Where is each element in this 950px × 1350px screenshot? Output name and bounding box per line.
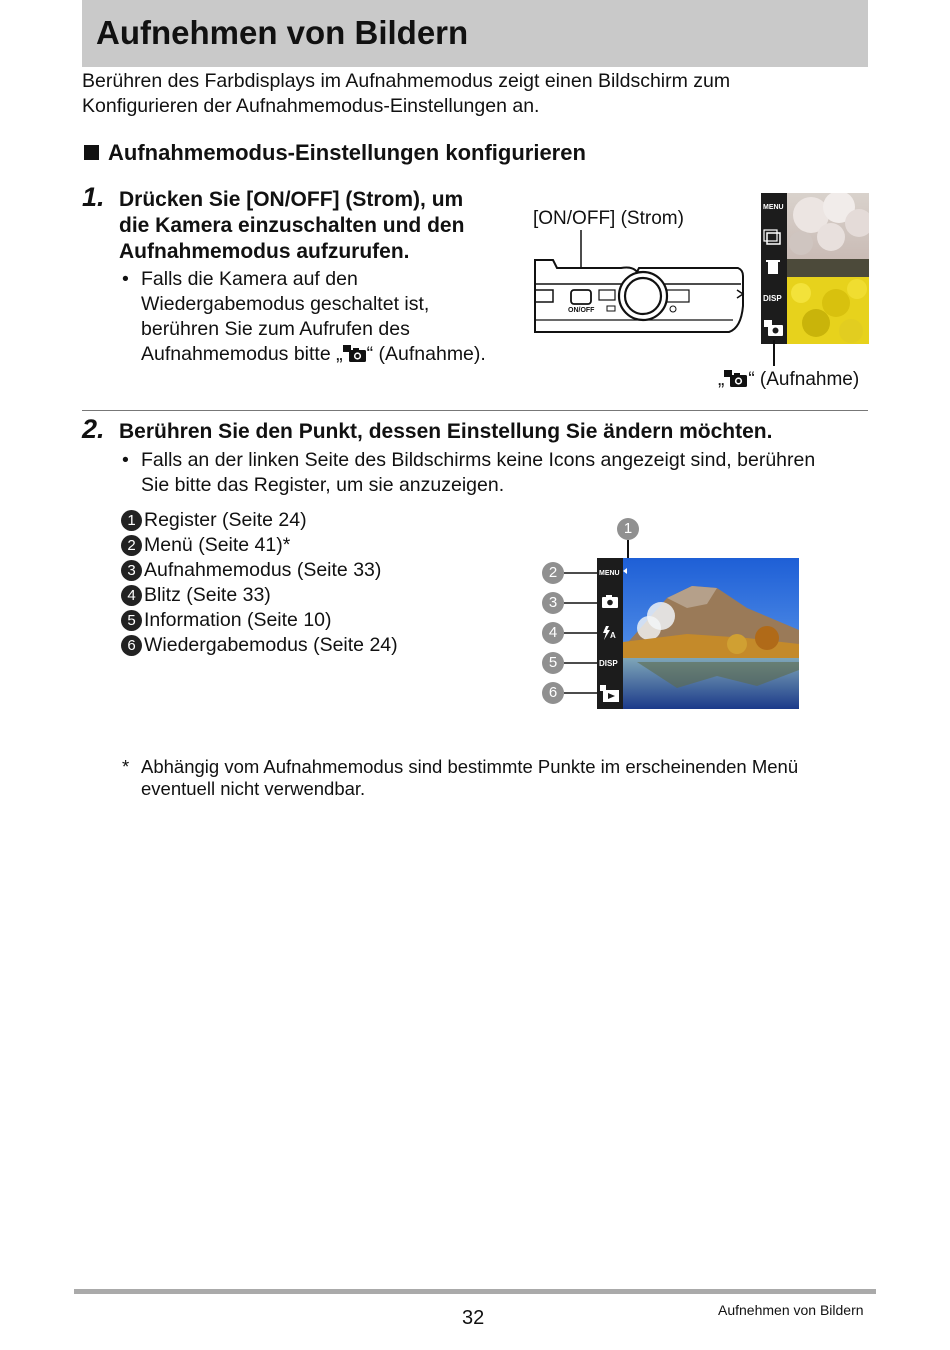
step-2-bullet-line-2: Sie bitte das Register, um sie anzuzeigen. <box>141 474 505 496</box>
number-circle: 1 <box>121 510 142 531</box>
record-camera-icon <box>724 370 748 387</box>
legend-item: 4 Blitz (Seite 33) <box>121 583 501 608</box>
page-number: 32 <box>462 1307 485 1329</box>
legend-item: 6 Wiedergabemodus (Seite 24) <box>121 633 501 658</box>
legend-item: 5 Information (Seite 10) <box>121 608 501 633</box>
number-circle: 4 <box>121 585 142 606</box>
square-bullet-icon <box>84 145 99 160</box>
step-1-number: 1. <box>82 182 105 212</box>
intro-paragraph <box>82 69 862 119</box>
section-heading <box>84 140 586 166</box>
bullet-dot: • <box>122 268 129 290</box>
step-1-line-3: Aufnahmemodus aufzurufen. <box>119 240 410 263</box>
step-1-bullet-line-3: berühren Sie zum Aufrufen des <box>141 318 410 340</box>
callout-6: 6 <box>542 682 564 704</box>
callout-2: 2 <box>542 562 564 584</box>
page-title: Aufnehmen von Bildern <box>96 14 469 51</box>
footer-rule <box>74 1289 876 1294</box>
legend-item: 3 Aufnahmemodus (Seite 33) <box>121 558 501 583</box>
legend-item: 2 Menü (Seite 41)* <box>121 533 501 558</box>
page-title-bar <box>82 0 868 67</box>
intro-line-1: Berühren des Farbdisplays im Aufnahmemodus zeigt einen Bildschirm zum <box>82 70 731 92</box>
record-callout-line <box>773 340 775 366</box>
menu-label: MENU <box>763 204 784 211</box>
disp-label: DISP <box>763 294 782 303</box>
number-circle: 2 <box>121 535 142 556</box>
number-circle: 3 <box>121 560 142 581</box>
callout-5: 5 <box>542 652 564 674</box>
callout-power: [ON/OFF] (Strom) <box>533 208 684 229</box>
step-2-bullet-line-1: Falls an der linken Seite des Bildschirms keine Icons angezeigt sind, berühren <box>141 449 816 471</box>
step-2-bullet <box>122 448 872 498</box>
flower-photo <box>761 193 869 344</box>
callout-lines <box>564 570 600 696</box>
number-circle: 6 <box>121 635 142 656</box>
footnote-line-1: Abhängig vom Aufnahmemodus sind bestimmte Punkte im erscheinenden Menü <box>141 756 799 777</box>
step-1-bullet-line-2: Wiedergabemodus geschaltet ist, <box>141 293 430 315</box>
record-camera-icon <box>343 345 367 362</box>
disp-label: DISP <box>599 659 618 668</box>
legend-list <box>121 508 501 658</box>
number-circle: 5 <box>121 610 142 631</box>
bullet-dot: • <box>122 449 129 471</box>
mountain-photo <box>597 558 799 709</box>
svg-text:A: A <box>610 631 616 640</box>
footnote-line-2: eventuell nicht verwendbar. <box>141 778 366 799</box>
footnote <box>122 756 882 800</box>
step-1-bullet-line-4: Aufnahmemodus bitte „ “ (Aufnahme). <box>141 343 486 365</box>
step-1-bullet-line-1: Falls die Kamera auf den <box>141 268 358 290</box>
step-2-text: Berühren Sie den Punkt, dessen Einstellung Sie ändern möchten. <box>119 420 773 443</box>
step-2-number: 2. <box>82 414 105 444</box>
callout-4: 4 <box>542 622 564 644</box>
callout-1: 1 <box>617 518 639 540</box>
step-1-bullet <box>122 267 532 367</box>
step-1-text <box>119 187 519 265</box>
intro-line-2: Konfigurieren der Aufnahmemodus-Einstellungen an. <box>82 95 540 117</box>
step-1-line-2: die Kamera einzuschalten und den <box>119 214 465 237</box>
callout-record: „ “ (Aufnahme) <box>718 369 860 390</box>
onoff-label: ON/OFF <box>568 307 595 314</box>
step-divider <box>82 410 868 411</box>
asterisk-mark: * <box>122 756 130 777</box>
footer-section-title: Aufnehmen von Bildern <box>718 1302 864 1318</box>
section-heading-text: Aufnahmemodus-Einstellungen konfigurieren <box>108 140 586 165</box>
camera-screen-step-1 <box>761 193 869 344</box>
legend-item: 1 Register (Seite 24) <box>121 508 501 533</box>
camera-screen-step-2 <box>597 558 799 709</box>
callout-3: 3 <box>542 592 564 614</box>
step-1-line-1: Drücken Sie [ON/OFF] (Strom), um <box>119 188 464 211</box>
camera-top-illustration <box>533 228 748 353</box>
menu-label: MENU <box>599 570 620 577</box>
